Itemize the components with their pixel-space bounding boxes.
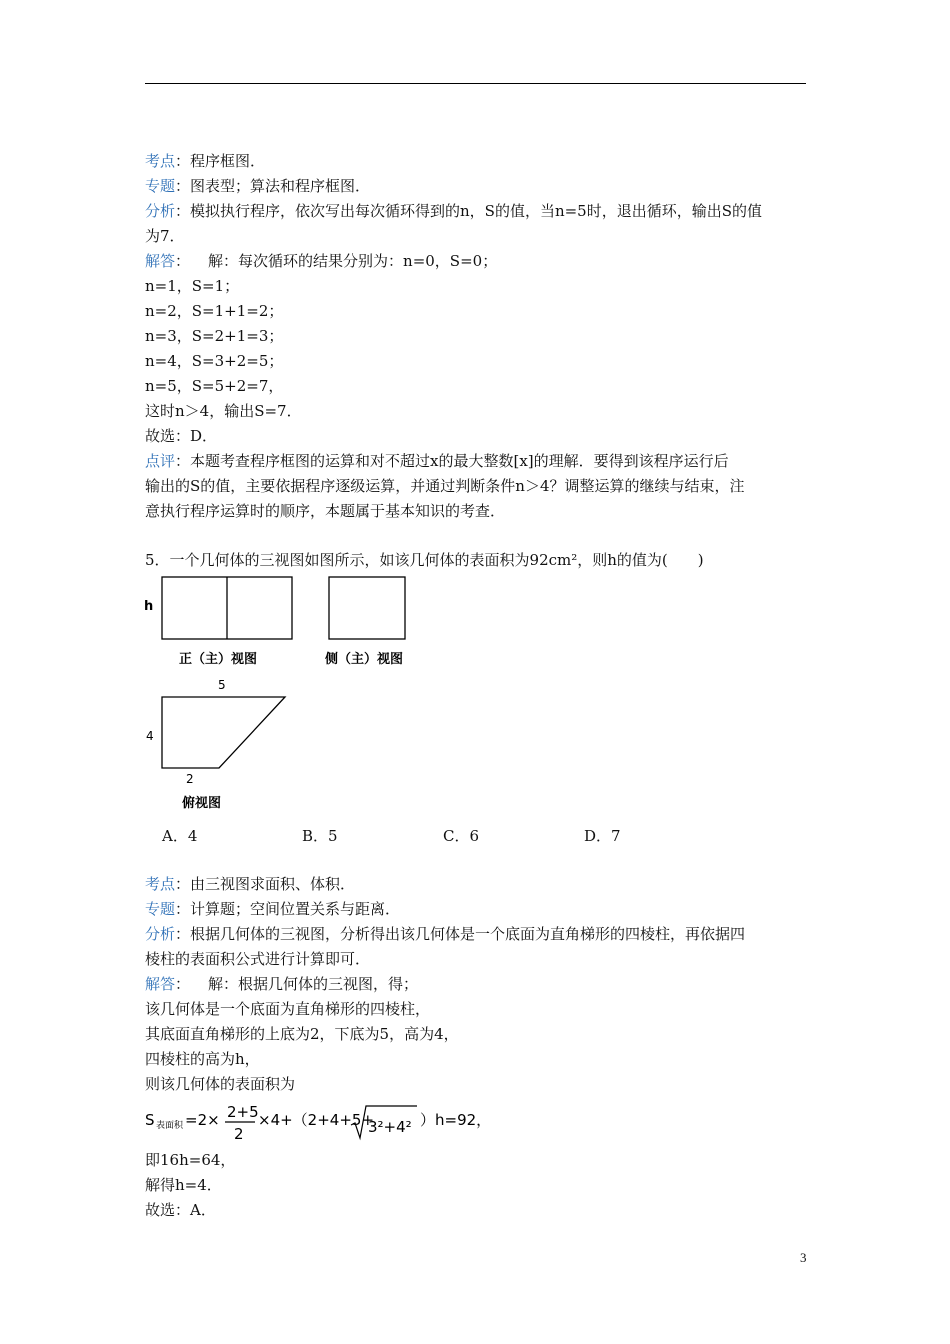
q4-dianping-cont: 输出的S的值，主要依据程序逐级运算，并通过判断条件n＞4？调整运算的继续与结束，注 xyxy=(145,477,745,495)
dim-bottom: 2 xyxy=(186,772,194,786)
q5-question: 5．一个几何体的三视图如图所示，如该几何体的表面积为92cm²，则h的值为( ) xyxy=(145,551,704,569)
side-view xyxy=(329,577,405,639)
page-number: 3 xyxy=(800,1250,807,1265)
h-label: h xyxy=(144,599,154,614)
q5-jieda: 解答： 解：根据几何体的三视图，得； xyxy=(145,975,419,993)
surface-area-formula xyxy=(145,1100,545,1146)
top-view-caption: 俯视图 xyxy=(182,796,222,811)
q5-fenxi-cont: 棱柱的表面积公式进行计算即可． xyxy=(145,950,371,968)
q5-step: 即16h=64， xyxy=(145,1151,236,1169)
header-rule xyxy=(145,83,806,84)
sqrt-radicand: 3²+4² xyxy=(368,1118,412,1136)
q4-step: n=2，S=1+1=2； xyxy=(145,302,284,320)
front-view-caption: 正（主）视图 xyxy=(179,652,258,667)
q4-zhuanti: 专题：图表型；算法和程序框图． xyxy=(145,177,371,195)
side-view-caption: 侧（主）视图 xyxy=(325,652,404,667)
q4-dianping-cont: 意执行程序运算时的顺序，本题属于基本知识的考查． xyxy=(145,502,506,520)
q4-step: 这时n＞4，输出S=7． xyxy=(145,402,302,420)
q5-step: 其底面直角梯形的上底为2，下底为5，高为4， xyxy=(145,1025,459,1043)
q4-step: n=1，S=1； xyxy=(145,277,240,295)
formula-part2: ×4+（2+4+5+ xyxy=(258,1111,375,1129)
dim-left: 4 xyxy=(146,729,154,743)
q4-dianping: 点评：本题考查程序框图的运算和对不超过x的最大整数[x]的理解．要得到该程序运行后 xyxy=(145,452,729,470)
top-view xyxy=(162,697,285,768)
q5-answer: 故选：A． xyxy=(145,1201,216,1219)
q4-step: n=4，S=3+2=5； xyxy=(145,352,284,370)
q5-step: 则该几何体的表面积为 xyxy=(145,1075,296,1093)
q5-fenxi: 分析：根据几何体的三视图，分析得出该几何体是一个底面为直角梯形的四棱柱，再依据四 xyxy=(145,925,746,943)
dim-top: 5 xyxy=(218,678,226,692)
q4-fenxi: 分析：模拟执行程序，依次写出每次循环得到的n，S的值，当n=5时，退出循环，输出S的值 xyxy=(145,202,763,220)
q5-kaodian: 考点：由三视图求面积、体积． xyxy=(145,875,356,893)
q5-step: 该几何体是一个底面为直角梯形的四棱柱， xyxy=(145,1000,431,1018)
q4-jieda: 解答： 解：每次循环的结果分别为：n=0，S=0； xyxy=(145,252,498,270)
fraction-denominator: 2 xyxy=(234,1125,244,1143)
q4-kaodian: 考点：程序框图． xyxy=(145,152,266,170)
q5-zhuanti: 专题：计算题；空间位置关系与距离． xyxy=(145,900,401,918)
formula-part1: =2× xyxy=(185,1111,220,1129)
q4-step: n=3，S=2+1=3； xyxy=(145,327,284,345)
formula-subscript: 表面积 xyxy=(156,1121,184,1131)
q4-fenxi-cont: 为7． xyxy=(145,227,185,245)
q4-answer: 故选：D． xyxy=(145,427,218,445)
q5-step: 四棱柱的高为h， xyxy=(145,1050,260,1068)
option-b: B．5 xyxy=(302,827,338,845)
fraction-numerator: 2+5 xyxy=(227,1103,259,1121)
three-view-figure xyxy=(140,570,440,815)
q4-step: n=5，S=5+2=7， xyxy=(145,377,284,395)
formula-part3: ）h=92， xyxy=(420,1111,492,1129)
q5-step: 解得h=4． xyxy=(145,1176,222,1194)
formula-s: S xyxy=(145,1111,155,1129)
option-a: A．4 xyxy=(162,827,198,845)
option-c: C．6 xyxy=(443,827,480,845)
option-d: D．7 xyxy=(584,827,621,845)
